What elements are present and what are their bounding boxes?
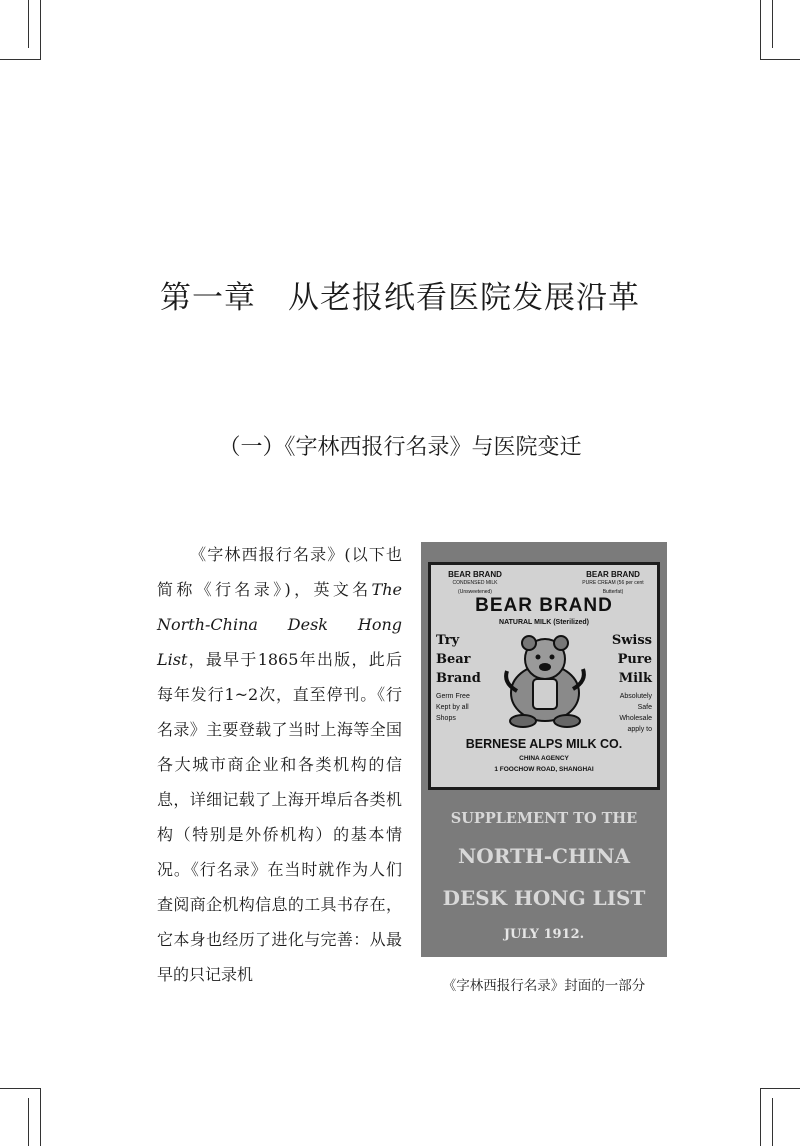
- cover-figure: [421, 542, 667, 957]
- crop-mark-bottom-right-v2: [772, 1098, 773, 1146]
- ad-left-small-3: Shops: [436, 715, 456, 722]
- figure-caption: 《字林西报行名录》封面的一部分: [442, 978, 646, 994]
- ad-right-small-1: Absolutely: [619, 693, 652, 700]
- ad-left-1: Try: [436, 633, 460, 648]
- ad-left-column: [436, 631, 481, 688]
- cover-image: [421, 542, 667, 957]
- cover-line-2: NORTH-CHINA: [457, 844, 631, 868]
- crop-mark-bottom-left-v2: [40, 1088, 41, 1146]
- cover-line-1: SUPPLEMENT TO THE: [450, 810, 638, 827]
- ad-left-small-2: Kept by all: [436, 704, 469, 711]
- crop-mark-top-right-v2: [772, 0, 773, 48]
- crop-mark-bottom-left-h: [0, 1088, 40, 1089]
- ad-corner-left: [435, 570, 515, 597]
- crop-mark-top-right-h: [760, 59, 800, 60]
- crop-mark-bottom-right-v1: [760, 1088, 761, 1146]
- crop-mark-bottom-left-v1: [28, 1098, 29, 1146]
- ad-right-1: Swiss: [611, 633, 652, 648]
- ad-address: 1 FOOCHOW ROAD, SHANGHAI: [494, 766, 594, 773]
- ad-corner-left-title: BEAR BRAND: [448, 570, 502, 579]
- english-title: The North-China Desk Hong List: [157, 580, 402, 669]
- crop-mark-top-left-v1: [28, 0, 29, 48]
- paragraph-1: [157, 537, 402, 992]
- ad-right-3: Milk: [618, 671, 652, 686]
- ad-left-3: Brand: [436, 671, 481, 686]
- ad-left-small-1: Germ Free: [436, 693, 470, 700]
- ad-left-small: [436, 691, 470, 724]
- paragraph-rest: ，最早于1865年出版，此后每年发行1~2次，直至停刊。《行名录》主要登载了当时上海等全国各大城市商企业和各类机构的信息，详细记载了上海开埠后各类机构（特别是外侨机构）的基本情况。《行名录》在当时就作为人们查阅商企机构信息的工具书存在，它本身也经历了进化与完善：从最早的只记录机: [157, 650, 402, 984]
- ad-corner-right-sub: PURE CREAM (56 per cent Butterfat): [582, 580, 644, 595]
- ad-right-small: [619, 691, 652, 735]
- crop-mark-bottom-right-h: [760, 1088, 800, 1089]
- ad-right-2: Pure: [617, 652, 652, 667]
- ad-headline: BEAR BRAND: [475, 595, 613, 616]
- ad-right-small-3: Wholesale: [619, 715, 652, 722]
- cover-line-4: JULY 1912.: [503, 927, 585, 942]
- chapter-title: 第一章 从老报纸看医院发展沿革: [160, 280, 640, 316]
- ad-corner-left-sub: CONDENSED MILK (Unsweetened): [452, 580, 498, 595]
- ad-right-small-4: apply to: [627, 726, 652, 733]
- crop-mark-top-left-v2: [40, 0, 41, 60]
- crop-mark-top-left-h: [0, 59, 40, 60]
- body-paragraph: [157, 537, 402, 992]
- section-title: （一）《字林西报行名录》与医院变迁: [218, 435, 582, 460]
- ad-subline: NATURAL MILK (Sterilized): [499, 619, 589, 626]
- paragraph-lead: 《字林西报行名录》(以下也简称《行名录》)，英文名: [157, 545, 402, 599]
- bear-illustration: [493, 631, 595, 731]
- ad-agency: CHINA AGENCY: [519, 755, 569, 762]
- ad-corner-right: [573, 570, 653, 597]
- ad-company: BERNESE ALPS MILK CO.: [465, 737, 623, 751]
- ad-left-2: Bear: [436, 652, 471, 667]
- ad-corner-right-title: BEAR BRAND: [586, 570, 640, 579]
- ad-right-small-2: Safe: [637, 704, 652, 711]
- crop-mark-top-right-v1: [760, 0, 761, 60]
- bear-brand-advertisement: [428, 562, 660, 790]
- cover-line-3: DESK HONG LIST: [442, 886, 646, 910]
- ad-right-column: [612, 631, 652, 688]
